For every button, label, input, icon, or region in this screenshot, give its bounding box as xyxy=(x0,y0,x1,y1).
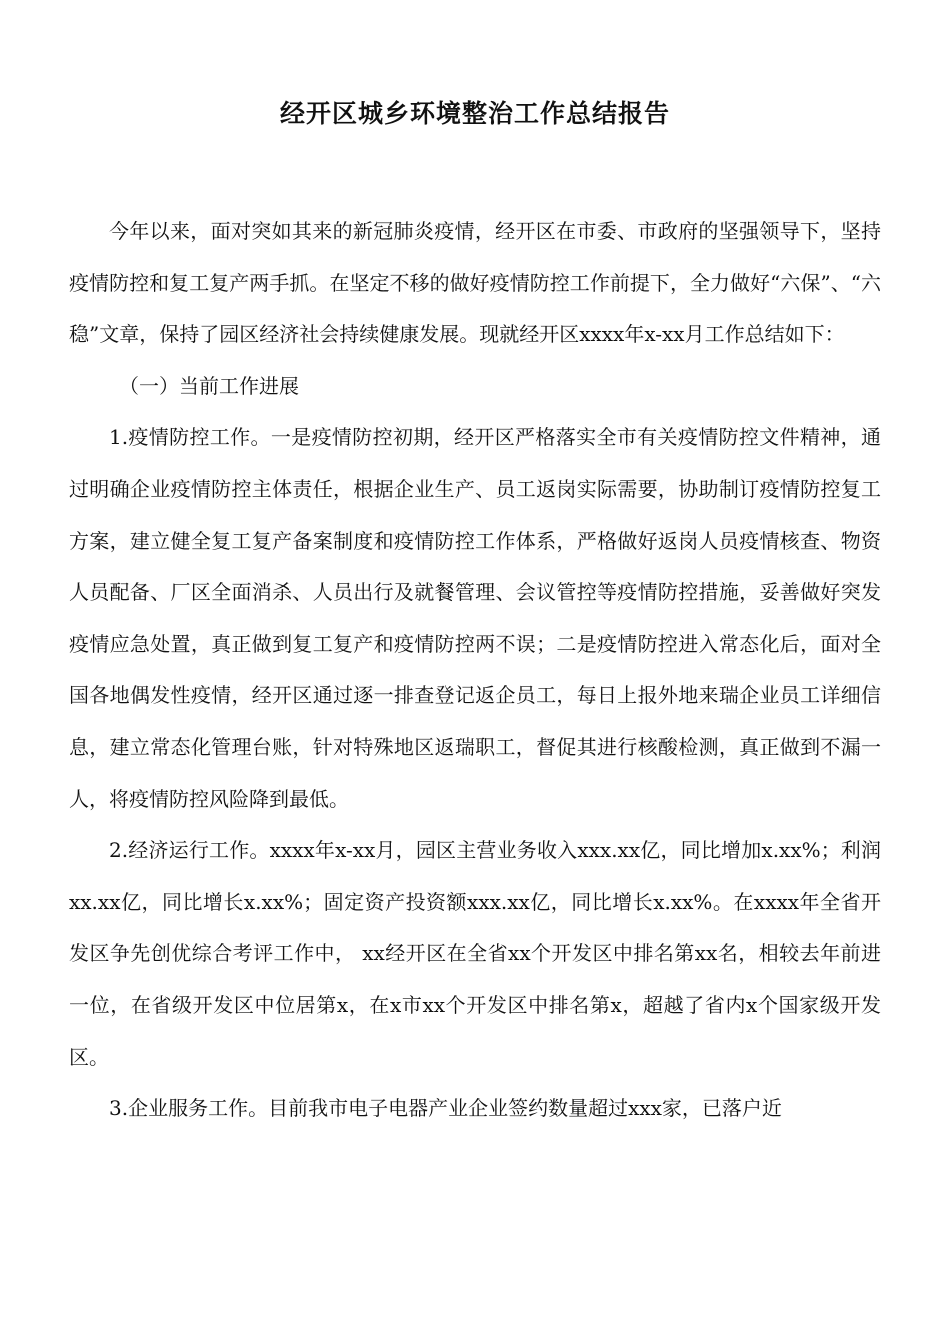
paragraph-economic-operation: 2.经济运行工作。xxxx年x-xx月，园区主营业务收入xxx.xx亿，同比增加x.xx%；利润xx.xx亿，同比增长x.xx%；固定资产投资额xxx.xx亿，同比增长x.xx%。在xxxx年全省开发区争先创优综合考评工作中， xx经开区在全省xx个开发区中排名第xx名，相较去年前进一位，在省级开发区中位居第x，在x市xx个开发区中排名第x，超越了省内x个国家级开发区。 xyxy=(69,838,881,1069)
intro-paragraph: 今年以来，面对突如其来的新冠肺炎疫情，经开区在市委、市政府的坚强领导下，坚持疫情防控和复工复产两手抓。在坚定不移的做好疫情防控工作前提下，全力做好“六保”、“六稳”文章，保持了园区经济社会持续健康发展。现就经开区xxxx年x-xx月工作总结如下： xyxy=(69,219,881,347)
section-heading-current-progress: （一）当前工作进展 xyxy=(119,373,299,398)
paragraph-enterprise-service: 3.企业服务工作。目前我市电子电器产业企业签约数量超过xxx家，已落户近 xyxy=(109,1096,782,1121)
paragraph-epidemic-prevention: 1.疫情防控工作。一是疫情防控初期，经开区严格落实全市有关疫情防控文件精神，通过明确企业疫情防控主体责任，根据企业生产、员工返岗实际需要，协助制订疫情防控复工方案，建立健全复工复产备案制度和疫情防控工作体系，严格做好返岗人员疫情核查、物资人员配备、厂区全面消杀、人员出行及就餐管理、会议管控等疫情防控措施，妥善做好突发疫情应急处置，真正做到复工复产和疫情防控两不误；二是疫情防控进入常态化后，面对全国各地偶发性疫情，经开区通过逐一排查登记返企员工，每日上报外地来瑞企业员工详细信息，建立常态化管理台账，针对特殊地区返瑞职工，督促其进行核酸检测，真正做到不漏一人，将疫情防控风险降到最低。 xyxy=(69,425,881,811)
document-body xyxy=(69,206,881,1135)
document-title: 经开区城乡环境整治工作总结报告 xyxy=(279,99,670,128)
